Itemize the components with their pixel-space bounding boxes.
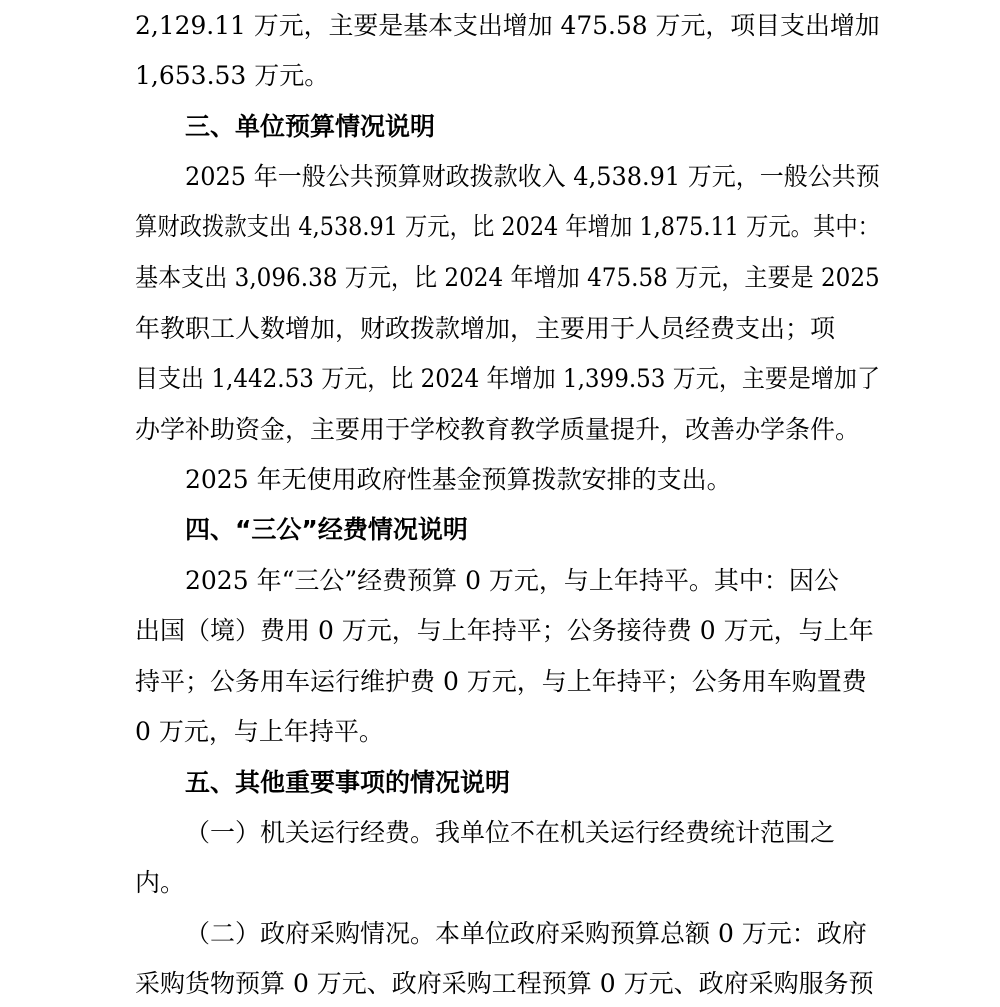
section-heading-3: 三、单位预算情况说明: [185, 112, 436, 141]
body-text-line: 2,129.11 万元，主要是基本支出增加 475.58 万元，项目支出增加: [135, 11, 880, 40]
body-text-line: 2025 年无使用政府性基金预算拨款安排的支出。: [185, 465, 732, 494]
body-text-line: 持平；公务用车运行维护费 0 万元，与上年持平；公务用车购置费: [135, 667, 867, 696]
body-text-line: 2025 年“三公”经费预算 0 万元，与上年持平。其中：因公: [185, 566, 839, 595]
body-text-line: （二）政府采购情况。本单位政府采购预算总额 0 万元：政府: [185, 919, 867, 948]
body-text-line: 2025 年一般公共预算财政拨款收入 4,538.91 万元，一般公共预: [185, 162, 880, 191]
body-text-line: 基本支出 3,096.38 万元，比 2024 年增加 475.58 万元，主要是 2025: [135, 263, 880, 292]
body-text-line: 1,653.53 万元。: [135, 61, 330, 90]
body-text-line: 算财政拨款支出 4,538.91 万元，比 2024 年增加 1,875.11 万元。其中：: [135, 212, 880, 241]
body-text-line: 办学补助资金，主要用于学校教育教学质量提升，改善办学条件。: [135, 415, 861, 444]
body-text-line: 采购货物预算 0 万元、政府采购工程预算 0 万元、政府采购服务预: [135, 969, 874, 998]
body-text-line: 出国（境）费用 0 万元，与上年持平；公务接待费 0 万元，与上年: [135, 616, 874, 645]
section-heading-5: 五、其他重要事项的情况说明: [185, 768, 511, 797]
body-text-line: （一）机关运行经费。我单位不在机关运行经费统计范围之: [185, 818, 836, 847]
body-text-line: 0 万元，与上年持平。: [135, 717, 384, 746]
section-heading-4: 四、“三公”经费情况说明: [185, 515, 468, 544]
body-text-line: 内。: [135, 868, 186, 897]
body-text-line: 年教职工人数增加，财政拨款增加，主要用于人员经费支出；项: [135, 314, 836, 343]
body-text-line: 目支出 1,442.53 万元，比 2024 年增加 1,399.53 万元，主要是增加了: [135, 364, 880, 393]
